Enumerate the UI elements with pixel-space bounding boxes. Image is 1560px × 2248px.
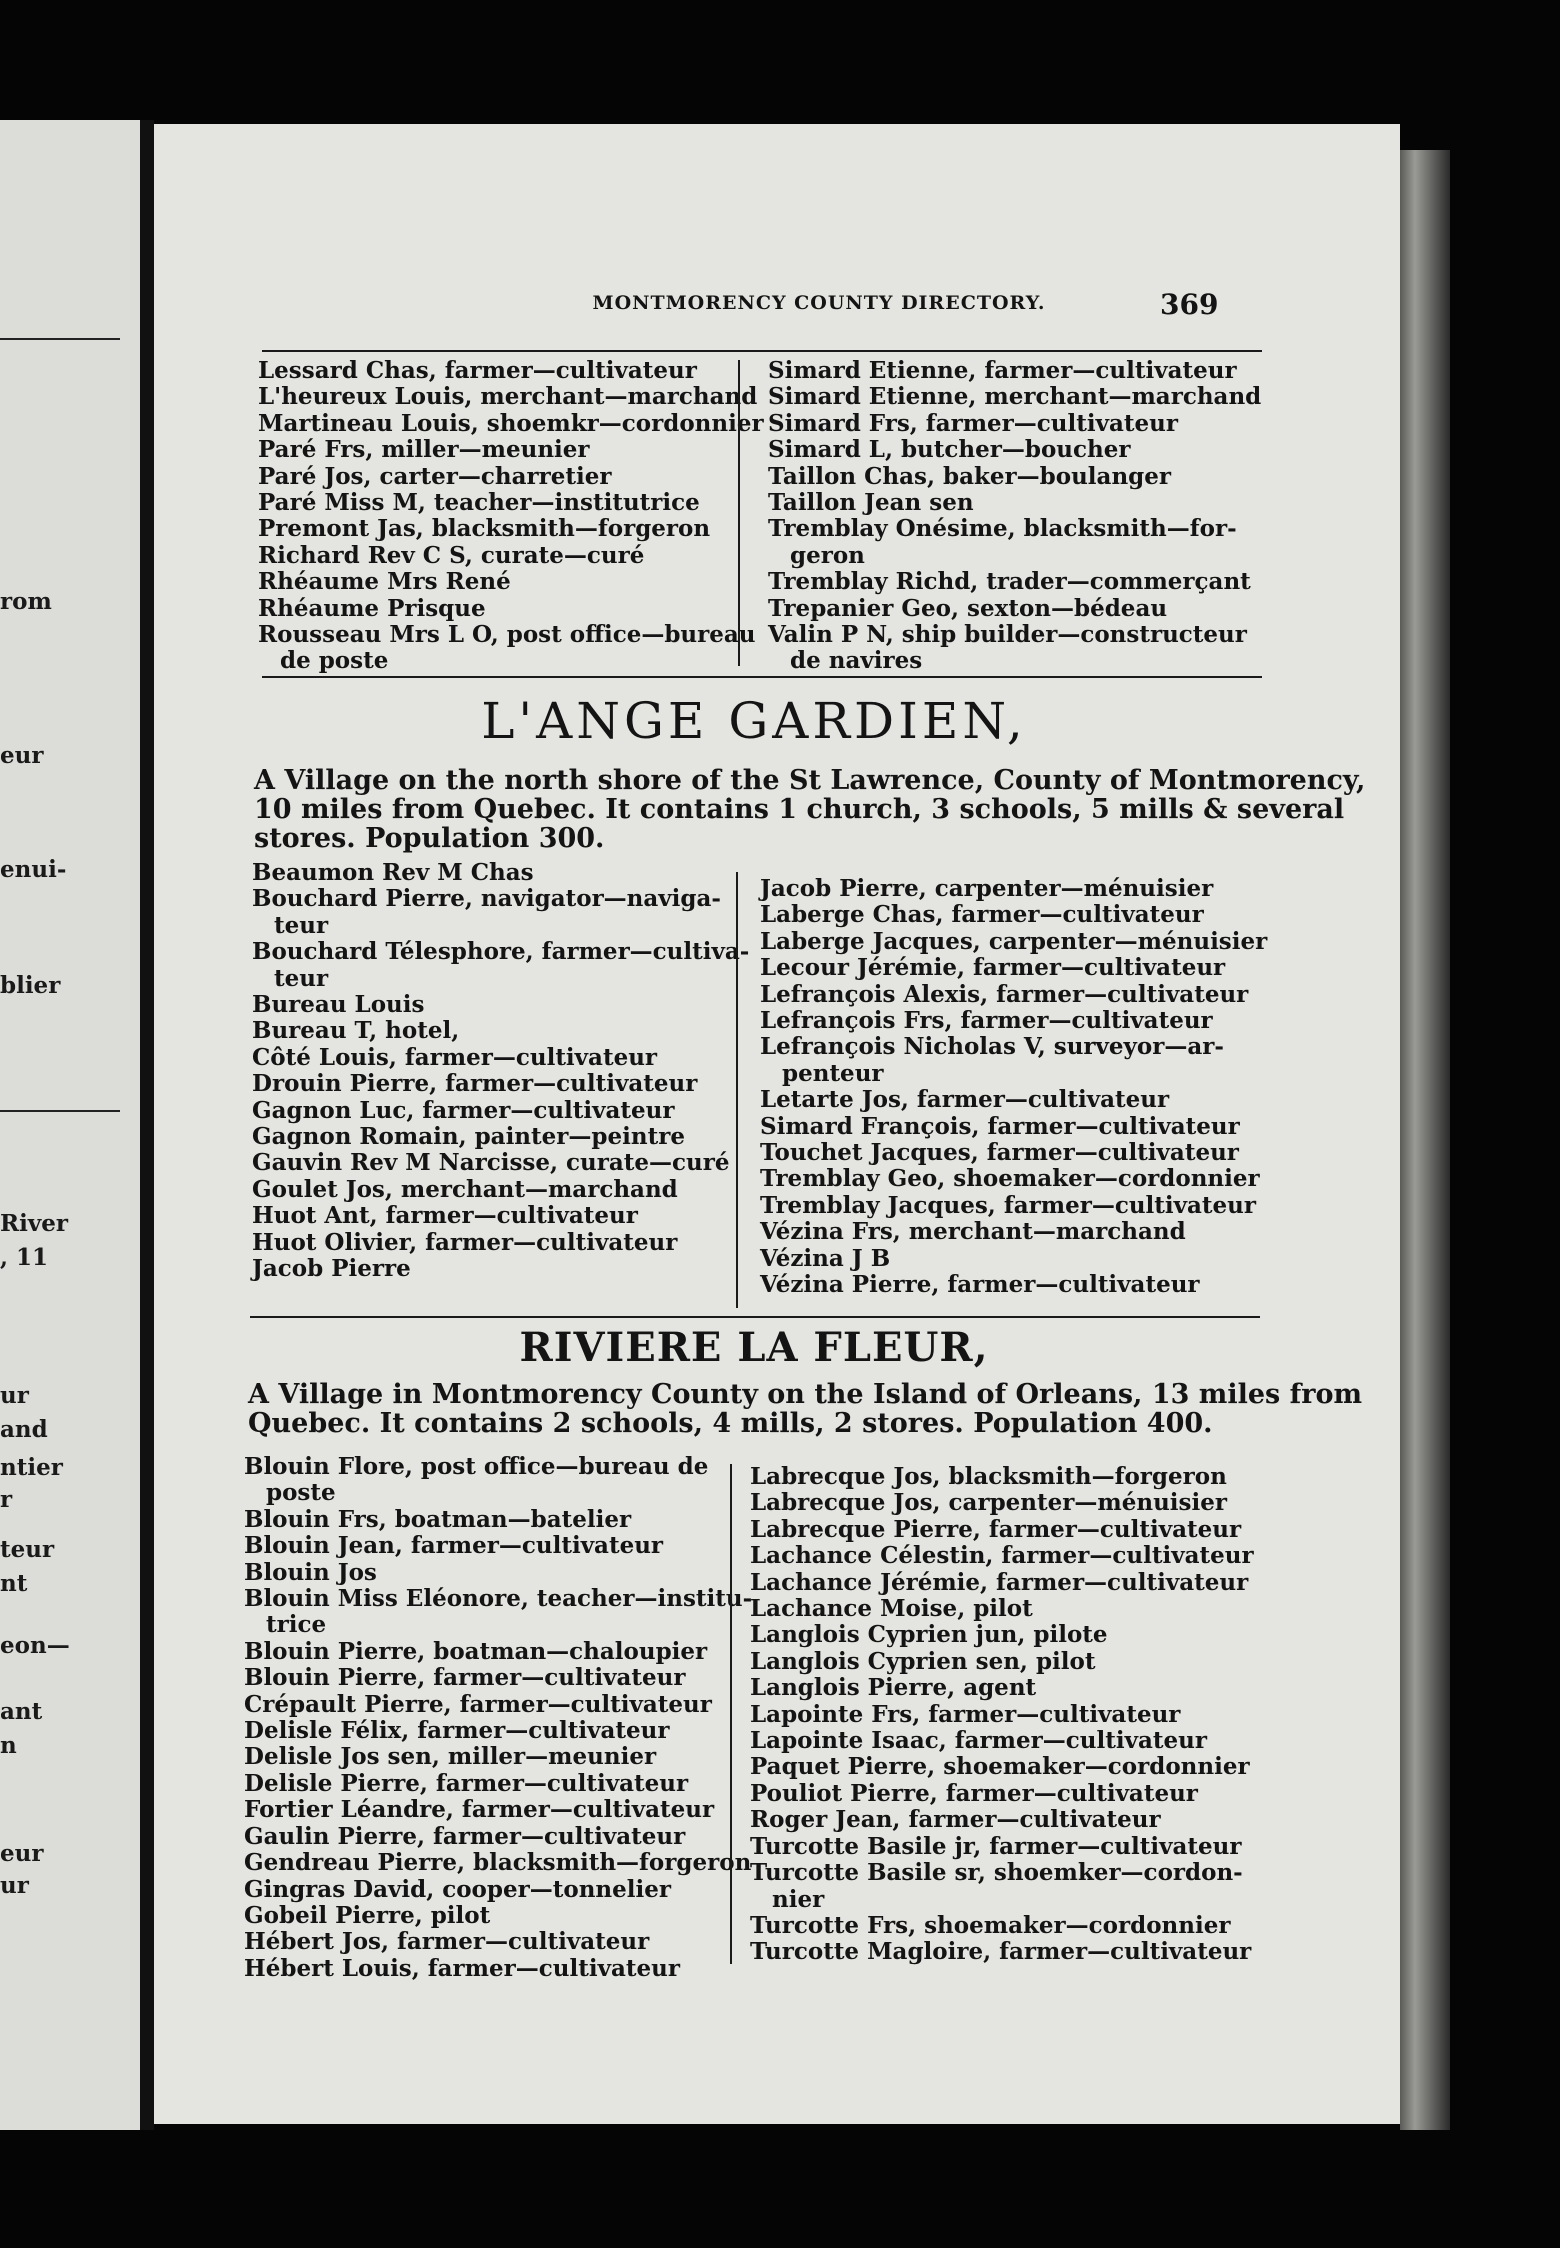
directory-entry: Pouliot Pierre, farmer—cultivateur — [750, 1779, 1198, 1807]
directory-entry: Valin P N, ship builder—constructeur — [768, 621, 1247, 649]
directory-entry: Lecour Jérémie, farmer—cultivateur — [760, 954, 1226, 982]
directory-entry: Laberge Jacques, carpenter—ménuisier — [760, 927, 1268, 955]
directory-entry: Huot Olivier, farmer—cultivateur — [252, 1228, 678, 1256]
directory-entry: Lachance Moise, pilot — [750, 1595, 1033, 1623]
directory-entry: Jacob Pierre, carpenter—ménuisier — [760, 875, 1214, 902]
section3-right-column — [750, 1464, 1290, 1966]
section1-left-column — [258, 357, 764, 675]
directory-entry: Côté Louis, farmer—cultivateur — [252, 1043, 658, 1071]
directory-entry: Tremblay Geo, shoemaker—cordonnier — [760, 1165, 1260, 1193]
directory-entry: Bureau T, hotel, — [252, 1017, 460, 1045]
facing-page-text: r — [0, 1486, 13, 1513]
directory-entry: Trepanier Geo, sexton—bédeau — [768, 594, 1168, 622]
directory-entry: Richard Rev C S, curate—curé — [258, 541, 645, 569]
directory-entry: Gendreau Pierre, blacksmith—forgeron — [244, 1849, 752, 1877]
directory-entry: Rousseau Mrs L O, post office—bureau — [258, 621, 756, 649]
facing-page-text: ant — [0, 1698, 43, 1725]
directory-entry: Simard Etienne, farmer—cultivateur — [768, 357, 1237, 384]
description-line: A Village in Montmorency County on the Island of Orleans, 13 miles from — [248, 1379, 1363, 1410]
directory-entry: Lachance Jérémie, farmer—cultivateur — [750, 1568, 1249, 1596]
directory-entry: Turcotte Basile jr, farmer—cultivateur — [750, 1832, 1242, 1860]
directory-entry: Bouchard Pierre, navigator—naviga- — [252, 885, 721, 913]
directory-entry-continuation: penteur — [782, 1059, 884, 1087]
directory-entry: Laberge Chas, farmer—cultivateur — [760, 901, 1204, 929]
directory-entry: Gingras David, cooper—tonnelier — [244, 1875, 671, 1903]
directory-entry-continuation: teur — [274, 964, 329, 992]
facing-page-rule — [0, 338, 120, 340]
header-rule — [262, 350, 1262, 352]
directory-entry: Bureau Louis — [252, 991, 425, 1019]
directory-entry-continuation: teur — [274, 911, 329, 939]
column-divider — [736, 872, 738, 1308]
section2-left-column — [252, 860, 752, 1283]
directory-entry: Simard Etienne, merchant—marchand — [768, 383, 1262, 411]
directory-entry: Lefrançois Frs, farmer—cultivateur — [760, 1007, 1213, 1035]
directory-entry: Tremblay Jacques, farmer—cultivateur — [760, 1191, 1257, 1219]
description-line: 10 miles from Quebec. It contains 1 church, 3 schools, 5 mills & several — [254, 794, 1345, 825]
directory-entry: Blouin Frs, boatman—batelier — [244, 1505, 632, 1533]
directory-entry: Simard François, farmer—cultivateur — [760, 1112, 1240, 1140]
section-title-riviere-la-fleur: RIVIERE LA FLEUR, — [519, 1324, 989, 1371]
facing-page-text: teur — [0, 1536, 55, 1563]
directory-entry: Labrecque Jos, carpenter—ménuisier — [750, 1489, 1227, 1517]
directory-entry-continuation: poste — [266, 1479, 336, 1507]
facing-page-text: rom — [0, 588, 52, 615]
directory-entry: Tremblay Richd, trader—commerçant — [768, 568, 1251, 596]
directory-entry: Paquet Pierre, shoemaker—cordonnier — [750, 1753, 1250, 1781]
directory-entry-continuation: nier — [772, 1885, 825, 1913]
directory-entry: Jacob Pierre — [252, 1255, 411, 1283]
directory-entry: Blouin Pierre, boatman—chaloupier — [244, 1637, 708, 1665]
directory-entry-continuation: geron — [790, 541, 865, 569]
directory-entry-continuation: trice — [266, 1611, 327, 1639]
facing-page-text: nt — [0, 1570, 28, 1597]
directory-entry: Gaulin Pierre, farmer—cultivateur — [244, 1822, 686, 1850]
book-gutter — [140, 120, 154, 2130]
directory-entry: Gagnon Romain, painter—peintre — [252, 1123, 685, 1151]
directory-entry: Vézina Pierre, farmer—cultivateur — [760, 1271, 1200, 1299]
directory-entry: Delisle Félix, farmer—cultivateur — [244, 1717, 670, 1745]
directory-page — [154, 124, 1400, 2124]
description-line: A Village on the north shore of the St Lawrence, County of Montmorency, — [254, 765, 1366, 796]
directory-entry: Blouin Pierre, farmer—cultivateur — [244, 1664, 686, 1692]
directory-entry-continuation: de poste — [280, 647, 389, 675]
directory-entry: Simard Frs, farmer—cultivateur — [768, 409, 1178, 437]
directory-entry: L'heureux Louis, merchant—marchand — [258, 383, 758, 411]
facing-page-fragment — [0, 120, 140, 2130]
facing-page-rule — [0, 1110, 120, 1112]
page-edge — [1400, 150, 1450, 2130]
facing-page-text: n — [0, 1732, 17, 1759]
directory-entry: Simard L, butcher—boucher — [768, 436, 1131, 464]
directory-entry: Rhéaume Prisque — [258, 594, 486, 622]
directory-entry-continuation: de navires — [790, 647, 923, 675]
facing-page-text: River — [0, 1210, 68, 1237]
description-line: stores. Population 300. — [254, 823, 605, 854]
facing-page-text: enui- — [0, 856, 67, 883]
directory-entry: Vézina J B — [760, 1244, 891, 1272]
directory-entry: Roger Jean, farmer—cultivateur — [750, 1806, 1161, 1834]
directory-entry: Huot Ant, farmer—cultivateur — [252, 1202, 638, 1230]
section3-left-column — [244, 1454, 754, 1982]
directory-entry: Tremblay Onésime, blacksmith—for- — [768, 515, 1237, 543]
directory-entry: Martineau Louis, shoemkr—cordonnier — [258, 409, 764, 437]
directory-entry: Langlois Cyprien jun, pilote — [750, 1621, 1108, 1649]
facing-page-text: ur — [0, 1872, 29, 1899]
directory-entry: Drouin Pierre, farmer—cultivateur — [252, 1070, 698, 1098]
facing-page-text: eon— — [0, 1632, 70, 1659]
facing-page-text: , 11 — [0, 1244, 49, 1271]
facing-page-text: ur — [0, 1382, 29, 1409]
section-title-lange-gardien: L'ANGE GARDIEN, — [481, 692, 1027, 750]
directory-entry: Lefrançois Alexis, farmer—cultivateur — [760, 980, 1249, 1008]
running-title: MONTMORENCY COUNTY DIRECTORY. — [592, 292, 1046, 314]
directory-entry: Gauvin Rev M Narcisse, curate—curé — [252, 1149, 730, 1177]
directory-entry: Taillon Chas, baker—boulanger — [768, 462, 1172, 490]
directory-entry: Delisle Jos sen, miller—meunier — [244, 1743, 657, 1771]
directory-entry: Fortier Léandre, farmer—cultivateur — [244, 1796, 715, 1824]
directory-entry: Premont Jas, blacksmith—forgeron — [258, 515, 711, 543]
facing-page-text: eur — [0, 742, 44, 769]
section1-right-column — [768, 358, 1268, 675]
directory-entry: Gobeil Pierre, pilot — [244, 1901, 491, 1929]
directory-entry: Beaumon Rev M Chas — [252, 859, 534, 886]
directory-entry: Lachance Célestin, farmer—cultivateur — [750, 1542, 1254, 1570]
description-line: Quebec. It contains 2 schools, 4 mills, 2 stores. Population 400. — [248, 1408, 1213, 1439]
directory-entry: Lapointe Frs, farmer—cultivateur — [750, 1700, 1181, 1728]
directory-entry: Lapointe Isaac, farmer—cultivateur — [750, 1727, 1207, 1755]
directory-entry: Langlois Cyprien sen, pilot — [750, 1647, 1096, 1675]
directory-entry: Paré Miss M, teacher—institutrice — [258, 489, 700, 517]
page-number: 369 — [1160, 288, 1219, 321]
facing-page-text: eur — [0, 1840, 44, 1867]
facing-page-text: and — [0, 1416, 48, 1443]
directory-entry: Touchet Jacques, farmer—cultivateur — [760, 1139, 1239, 1167]
directory-entry: Rhéaume Mrs René — [258, 568, 511, 596]
directory-entry: Hébert Jos, farmer—cultivateur — [244, 1928, 650, 1956]
directory-entry: Turcotte Magloire, farmer—cultivateur — [750, 1938, 1252, 1966]
directory-entry: Labrecque Jos, blacksmith—forgeron — [750, 1463, 1227, 1490]
directory-entry: Turcotte Basile sr, shoemker—cordon- — [750, 1859, 1243, 1887]
directory-entry: Blouin Jean, farmer—cultivateur — [244, 1532, 664, 1560]
directory-entry: Letarte Jos, farmer—cultivateur — [760, 1086, 1170, 1114]
column-divider — [730, 1464, 732, 1964]
directory-entry: Blouin Miss Eléonore, teacher—institu- — [244, 1585, 753, 1613]
directory-entry: Paré Jos, carter—charretier — [258, 462, 612, 490]
directory-entry: Lefrançois Nicholas V, surveyor—ar- — [760, 1033, 1224, 1061]
section-rule — [262, 676, 1262, 678]
directory-entry: Delisle Pierre, farmer—cultivateur — [244, 1769, 689, 1797]
section2-description — [254, 765, 1366, 854]
directory-entry: Blouin Jos — [244, 1558, 377, 1586]
column-divider — [738, 360, 740, 666]
directory-entry: Paré Frs, miller—meunier — [258, 436, 590, 464]
facing-page-text: blier — [0, 972, 61, 999]
directory-entry: Vézina Frs, merchant—marchand — [760, 1218, 1186, 1246]
directory-entry: Blouin Flore, post office—bureau de — [244, 1453, 709, 1480]
directory-entry: Lessard Chas, farmer—cultivateur — [258, 357, 697, 384]
directory-entry: Labrecque Pierre, farmer—cultivateur — [750, 1515, 1242, 1543]
directory-entry: Langlois Pierre, agent — [750, 1674, 1037, 1702]
section-rule — [250, 1316, 1260, 1318]
directory-entry: Turcotte Frs, shoemaker—cordonnier — [750, 1911, 1231, 1939]
section3-description — [248, 1379, 1363, 1439]
directory-entry: Goulet Jos, merchant—marchand — [252, 1175, 678, 1203]
facing-page-text: ntier — [0, 1454, 63, 1481]
directory-entry: Hébert Louis, farmer—cultivateur — [244, 1954, 680, 1982]
section2-right-column — [760, 876, 1280, 1299]
directory-entry: Taillon Jean sen — [768, 489, 974, 517]
directory-entry: Crépault Pierre, farmer—cultivateur — [244, 1690, 712, 1718]
directory-entry: Bouchard Télesphore, farmer—cultiva- — [252, 938, 750, 966]
directory-entry: Gagnon Luc, farmer—cultivateur — [252, 1096, 675, 1124]
